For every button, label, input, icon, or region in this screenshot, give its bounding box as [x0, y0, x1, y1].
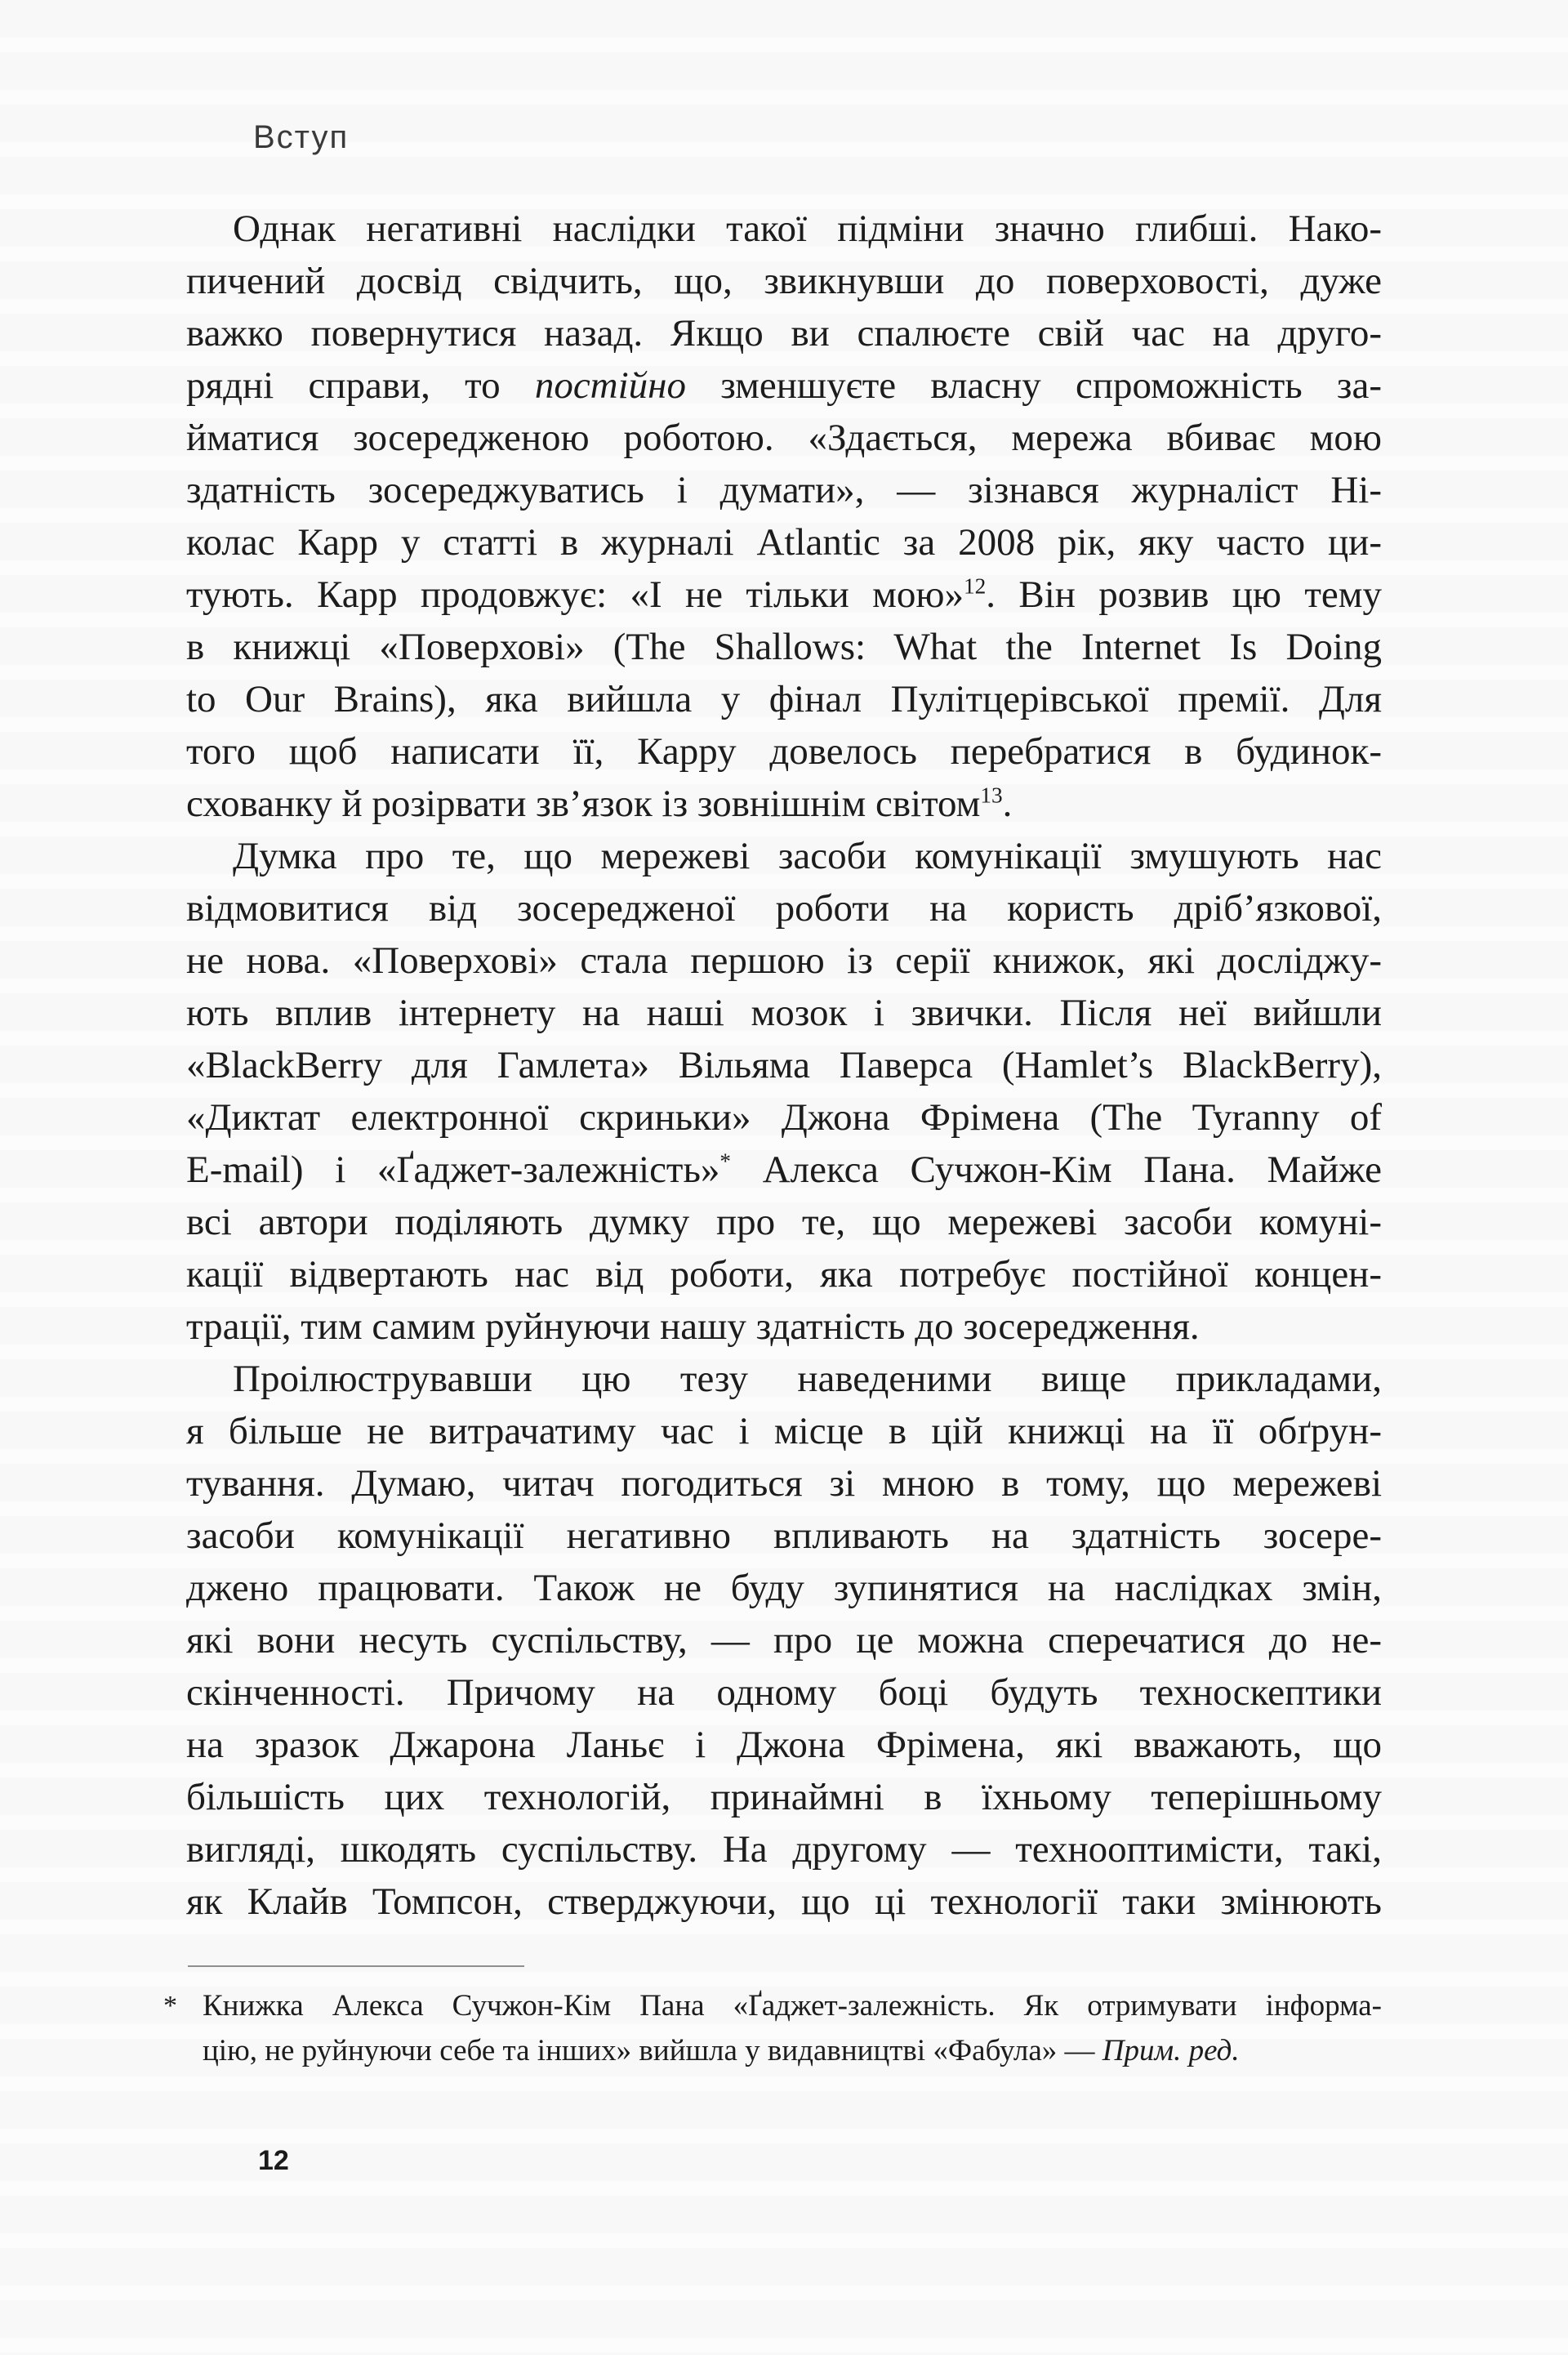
body-text-line [186, 1823, 1382, 1876]
body-text-line [186, 1719, 1382, 1771]
body-text-line [186, 1405, 1382, 1457]
body-text-segment: скінченності. Причому на одному боці будуть техноскептики [186, 1671, 1382, 1714]
body-text-line [186, 516, 1382, 569]
body-text-segment: тують. Карр продовжує: «І не тільки мою» [186, 573, 964, 616]
body-text-line [186, 359, 1382, 412]
body-text-segment: ють вплив інтернету на наші мозок і звички. Після неї вийшли [186, 992, 1382, 1034]
footnote [163, 1983, 1382, 2073]
footnote-divider [188, 1965, 524, 1967]
body-text-line [186, 1457, 1382, 1510]
body-text-line [186, 725, 1382, 778]
footnote-text-line [203, 2028, 1382, 2073]
footnote-text-line [203, 1983, 1382, 2028]
body-text-segment: колас Карр у статті в журналі Atlantic за 2008 рік, яку часто ци- [186, 521, 1382, 564]
body-text-line [186, 1876, 1382, 1928]
body-text-segment: тування. Думаю, читач погодиться зі мною в тому, що мережеві [186, 1462, 1382, 1505]
body-text-segment: того щоб написати її, Карру довелось перебратися в будинок- [186, 730, 1382, 773]
body-text-line [186, 412, 1382, 464]
body-text-line [186, 307, 1382, 359]
body-text-segment: відмовитися від зосередженої роботи на користь дріб’язкової, [186, 887, 1382, 930]
body-text-line [186, 1300, 1382, 1353]
body-text-line [186, 569, 1382, 621]
body-text-segment: не нова. «Поверхові» стала першою із серії книжок, які досліджу- [186, 939, 1382, 982]
body-text-line [186, 882, 1382, 934]
body-text-segment: кації відвертають нас від роботи, яка потребує постійної концен- [186, 1253, 1382, 1296]
body-text-line [186, 934, 1382, 987]
body-text-segment: трації, тим самим руйнуючи нашу здатність до зосередження. [186, 1305, 1200, 1348]
body-text-line [186, 673, 1382, 725]
body-text-segment: важко повернутися назад. Якщо ви спалюєте свій час на друго- [186, 312, 1382, 355]
footnote-marker: * [163, 1991, 177, 2021]
body-text-segment: Думка про те, що мережеві засоби комунікації змушують нас [233, 835, 1382, 877]
body-text-line [186, 1196, 1382, 1248]
body-text-segment: рядні справи, то [186, 364, 535, 407]
body-text-line [186, 1248, 1382, 1300]
body-text-segment-i: постійно [534, 364, 686, 407]
body-text-line [186, 1039, 1382, 1091]
body-text-segment: «Диктат електронної скриньки» Джона Фрімена (The Tyranny of [186, 1096, 1382, 1139]
body-text [186, 203, 1382, 1928]
body-text-segment: схованку й розірвати зв’язок із зовнішнім світом [186, 783, 981, 825]
body-text-segment: Проілюструвавши цю тезу наведеними вище прикладами, [233, 1358, 1382, 1400]
body-text-segment: джено працювати. Також не буду зупинятися на наслідках змін, [186, 1567, 1382, 1609]
body-text-segment: всі автори поділяють думку про те, що мережеві засоби комуні- [186, 1201, 1382, 1243]
body-text-segment: to Our Brains), яка вийшла у фінал Пулітцерівської премії. Для [186, 678, 1382, 720]
body-text-segment: на зразок Джарона Ланьє і Джона Фрімена, які вважають, що [186, 1724, 1382, 1766]
body-text-line [186, 621, 1382, 673]
body-text-segment: «BlackBerry для Гамлета» Вільяма Паверса (Hamlet’s BlackBerry), [186, 1044, 1382, 1086]
body-text-line [186, 464, 1382, 516]
body-text-line [186, 778, 1382, 830]
body-text-segment: в книжці «Поверхові» (The Shallows: What the Internet Is Doing [186, 626, 1382, 668]
body-text-line [186, 203, 1382, 255]
body-text-line [186, 1771, 1382, 1823]
body-text-segment-sup: 13 [980, 783, 1003, 808]
body-text-line [186, 1666, 1382, 1719]
footnote-text [203, 1983, 1382, 2073]
body-text-line [186, 1353, 1382, 1405]
body-text-segment: як Клайв Томпсон, стверджуючи, що ці технології таки змінюють [186, 1880, 1382, 1923]
body-text-segment: зменшуєте власну спроможність за- [686, 364, 1382, 407]
body-text-segment: здатність зосереджуватись і думати», — зізнався журналіст Ні- [186, 469, 1382, 511]
body-text-segment-sup: 12 [964, 573, 987, 599]
body-text-segment: Алекса Сучжон-Кім Пана. Майже [731, 1149, 1383, 1191]
body-text-segment: які вони несуть суспільству, — про це можна сперечатися до не- [186, 1619, 1382, 1661]
body-text-line [186, 1562, 1382, 1614]
body-text-line [186, 255, 1382, 307]
body-text-line [186, 1091, 1382, 1144]
chapter-running-head: Вступ [253, 119, 350, 155]
body-text-line [186, 1144, 1382, 1196]
body-text-line [186, 1614, 1382, 1666]
page-number: 12 [258, 2145, 289, 2176]
body-text-segment: більшість цих технологій, принаймні в їхньому теперішньому [186, 1776, 1382, 1818]
body-text-segment: Однак негативні наслідки такої підміни значно глибші. Нако- [233, 207, 1382, 250]
body-text-segment: йматися зосередженою роботою. «Здається, мережа вбиває мою [186, 417, 1382, 459]
body-text-segment: вигляді, шкодять суспільству. На другому — технооптимісти, такі, [186, 1828, 1382, 1871]
body-text-segment: пичений досвід свідчить, що, звикнувши до поверховості, дуже [186, 260, 1382, 302]
body-text-segment: . [1002, 783, 1013, 825]
body-text-segment-sup: * [719, 1149, 732, 1174]
body-text-line [186, 987, 1382, 1039]
footnote-text-segment-i: Прим. ред. [1102, 2034, 1240, 2067]
body-text-line [186, 830, 1382, 882]
body-text-segment: E-mail) і «Ґаджет-залежність» [186, 1149, 720, 1191]
body-text-segment: я більше не витрачатиму час і місце в цій книжці на її обґрун- [186, 1410, 1382, 1452]
body-text-segment: засоби комунікації негативно впливають на здатність зосере- [186, 1514, 1382, 1557]
body-text-segment: . Він розвив цю тему [986, 573, 1382, 616]
footnote-text-segment: Книжка Алекса Сучжон-Кім Пана «Ґаджет-залежність. Як отримувати інформа- [203, 1989, 1382, 2023]
footnote-text-segment: цію, не руйнуючи себе та інших» вийшла у видавництві «Фабула» — [203, 2034, 1102, 2067]
body-text-line [186, 1510, 1382, 1562]
